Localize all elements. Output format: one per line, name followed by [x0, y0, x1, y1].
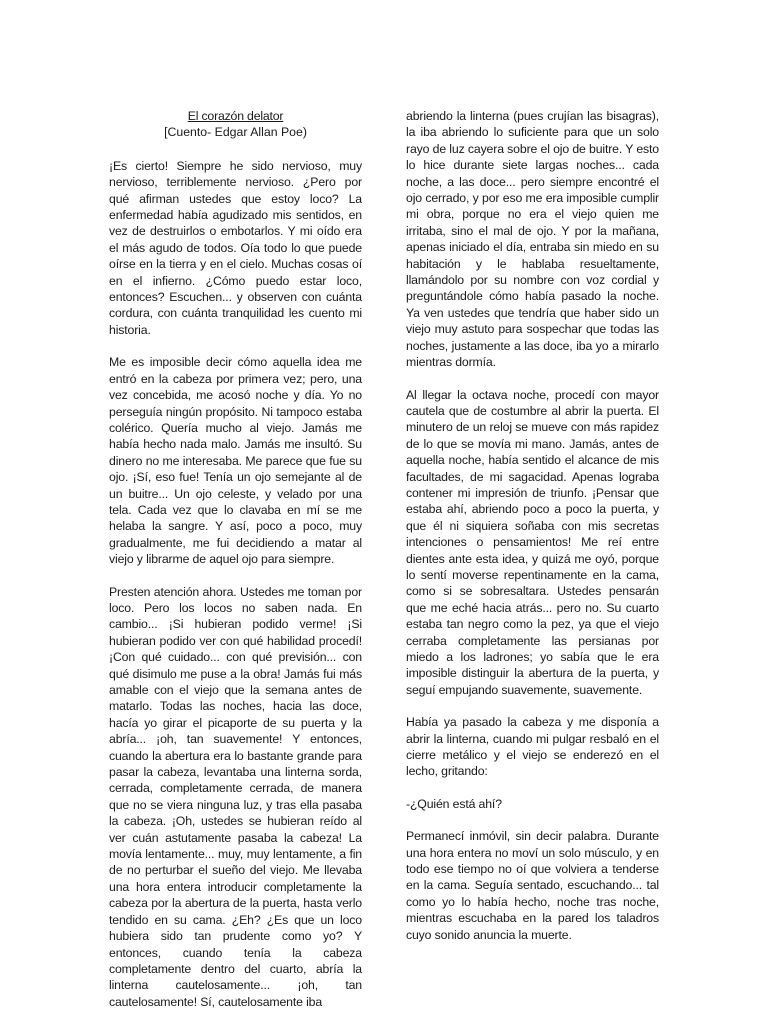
paragraph: Al llegar la octava noche, procedí con mayor cautela que de costumbre al abrir la puerta. El minutero de un reloj se mueve con más rapidez de lo que se movía mi mano. Jamás, antes de aquella noche, había sentido el alcance de mis facultades, de mi sagacidad. Apenas lograba contener mi impresión de triunfo. ¡Pensar que estaba ahí, abriendo poco a poco la puerta, y que él ni siquiera soñaba con mis secretas intenciones o pensamientos! Me reí entre dientes ante esta idea, y quizá me oyó, porque lo sentí moverse repentinamente en la cama, como si se sobresaltara. Ustedes pensarán que me eché hacia atrás... pero no. Su cuarto estaba tan negro como la pez, ya que el viejo cerraba completamente las persianas por miedo a los ladrones; yo sabía que le era imposible distinguir la abertura de la puerta, y seguí empujando suavemente, suavemente. [406, 387, 659, 697]
paragraph: abriendo la linterna (pues crujían las bisagras), la iba abriendo lo suficiente para que un solo rayo de luz cayera sobre el ojo de buitre. Y esto lo hice durante siete largas noches... cada noche, a las doce... pero siempre encontré el ojo cerrado, y por eso me era imposible cumplir mi obra, porque no era el viejo quien me irritaba, sino el mal de ojo. Y por la mañana, apenas iniciado el día, entraba sin miedo en su habitación y le hablaba resueltamente, llamándolo por su nombre con voz cordial y preguntándole cómo había pasado la noche. Ya ven ustedes que tendría que haber sido un viejo muy astuto para sospechar que todas las noches, justamente a las doce, iba yo a mirarlo mientras dormía. [406, 109, 659, 370]
paragraph: Me es imposible decir cómo aquella idea me entró en la cabeza por primera vez; pero, una vez concebida, me acosó noche y día. Yo no perseguía ningún propósito. Ni tampoco estaba colérico. Quería mucho al viejo. Jamás me había hecho nada malo. Jamás me insultó. Su dinero no me interesaba. Me parece que fue su ojo. ¡Sí, eso fue! Tenía un ojo semejante al de un buitre... Un ojo celeste, y velado por una tela. Cada vez que lo clavaba en mí se me helaba la sangre. Y así, poco a poco, muy gradualmente, me fui decidiendo a matar al viejo y librarme de aquel ojo para siempre. [109, 355, 362, 567]
story-title: El corazón delator [187, 109, 284, 123]
story-subtitle: [Cuento- Edgar Allan Poe) [164, 125, 307, 140]
paragraph: Presten atención ahora. Ustedes me toman por loco. Pero los locos no saben nada. En cambio... ¡Si hubieran podido verme! ¡Si hubieran podido ver con qué habilidad procedí! ¡Con qué cuidado... con qué previsión... con qué disimulo me puse a la obra! Jamás fui más amable con el viejo que la semana antes de matarlo. Todas las noches, hacia las doce, hacía yo girar el picaporte de su puerta y la abría... ¡oh, tan suavemente! Y entonces, cuando la abertura era lo bastante grande para pasar la cabeza, levantaba una linterna sorda, cerrada, completamente cerrada, de manera que no se viera ninguna luz, y tras ella pasaba la cabeza. ¡Oh, ustedes se hubieran reído al ver cuán astutamente pasaba la cabeza! La movía lentamente... muy, muy lentamente, a fin de no perturbar el sueño del viejo. Me llevaba una hora entera introducir completamente la cabeza por la abertura de la puerta, hasta verlo tendido en su cama. ¿Eh? ¿Es que un loco hubiera sido tan prudente como yo? Y entonces, cuando tenía la cabeza completamente dentro del cuarto, abría la linterna cautelosamente... ¡oh, tan cautelosamente! Sí, cautelosamente iba [109, 584, 362, 1009]
dialogue-line: -¿Quién está ahí? [406, 796, 502, 811]
paragraph: Había ya pasado la cabeza y me disponía a abrir la linterna, cuando mi pulgar resbaló en el cierre metálico y el viejo se enderezó en el lecho, gritando: [406, 715, 659, 779]
paragraph: ¡Es cierto! Siempre he sido nervioso, muy nervioso, terriblemente nervioso. ¿Pero por qué afirman ustedes que estoy loco? La enfermedad había agudizado mis sentidos, en vez de destruirlos o embotarlos. Y mi oído era el más agudo de todos. Oía todo lo que puede oírse en la tierra y en el cielo. Muchas cosas oí en el infierno. ¿Cómo puedo estar loco, entonces? Escuchen... y observen con cuánta cordura, con cuánta tranquilidad les cuento mi historia. [109, 158, 362, 337]
left-column [109, 108, 362, 1026]
paragraph: Permanecí inmóvil, sin decir palabra. Durante una hora entera no moví un solo músculo, y en todo ese tiempo no oí que volviera a tenderse en la cama. Seguía sentado, escuchando... tal como yo lo había hecho, noche tras noche, mientras escuchaba en la pared los taladros cuyo sonido anuncia la muerte. [406, 829, 659, 942]
right-column [406, 108, 659, 959]
